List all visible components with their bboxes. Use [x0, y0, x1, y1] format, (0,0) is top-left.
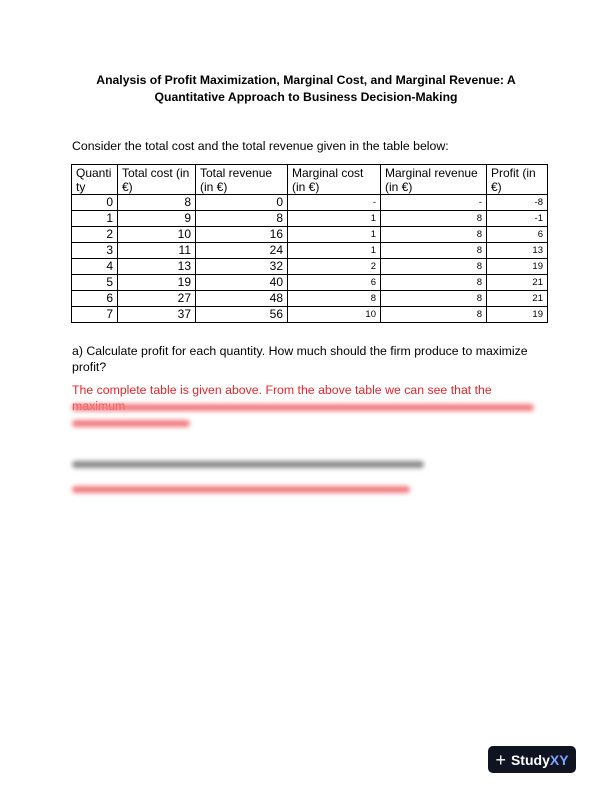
cell-total-revenue: 0 — [196, 195, 288, 211]
cell-marginal-revenue: 8 — [381, 291, 487, 307]
cell-total-cost: 27 — [118, 291, 196, 307]
answer-a-visible: The complete table is given above. From the above table we can see that the — [72, 383, 492, 397]
header-marginal-revenue: Marginal revenue (in €) — [381, 165, 487, 195]
cell-marginal-cost: 8 — [288, 291, 381, 307]
table-row — [72, 195, 548, 211]
cell-quantity: 5 — [72, 275, 118, 291]
header-total-revenue: Total revenue (in €) — [196, 165, 288, 195]
cell-marginal-cost: 10 — [288, 307, 381, 323]
header-marginal-cost: Marginal cost (in €) — [288, 165, 381, 195]
cell-total-revenue: 24 — [196, 243, 288, 259]
cell-quantity: 1 — [72, 211, 118, 227]
cell-quantity: 3 — [72, 243, 118, 259]
title-line-1: Analysis of Profit Maximization, Marginal Cost, and Marginal Revenue: A — [96, 73, 516, 87]
intro-text: Consider the total cost and the total revenue given in the table below: — [72, 139, 449, 153]
cell-quantity: 0 — [72, 195, 118, 211]
table-row — [72, 275, 548, 291]
cell-profit: -1 — [487, 211, 548, 227]
cell-marginal-revenue: 8 — [381, 211, 487, 227]
cell-total-cost: 11 — [118, 243, 196, 259]
cell-total-revenue: 8 — [196, 211, 288, 227]
cell-profit: 19 — [487, 307, 548, 323]
brand-main: Study — [510, 751, 550, 768]
cell-marginal-cost: 6 — [288, 275, 381, 291]
cell-total-revenue: 56 — [196, 307, 288, 323]
cell-quantity: 7 — [72, 307, 118, 323]
cell-quantity: 4 — [72, 259, 118, 275]
cell-total-cost: 9 — [118, 211, 196, 227]
cell-total-cost: 8 — [118, 195, 196, 211]
cell-total-cost: 10 — [118, 227, 196, 243]
table-row — [72, 259, 548, 275]
question-a: a) Calculate profit for each quantity. How much should the firm produce to maximize profit? — [72, 344, 528, 374]
cell-profit: 6 — [487, 227, 548, 243]
table-row — [72, 227, 548, 243]
cell-marginal-revenue: - — [381, 195, 487, 211]
cell-marginal-revenue: 8 — [381, 227, 487, 243]
header-profit: Profit (in €) — [487, 165, 548, 195]
cell-profit: 21 — [487, 291, 548, 307]
cell-marginal-cost: 1 — [288, 211, 381, 227]
studyxy-badge[interactable] — [488, 746, 576, 773]
table-row — [72, 243, 548, 259]
cell-profit: 13 — [487, 243, 548, 259]
table-row — [72, 307, 548, 323]
table-row — [72, 211, 548, 227]
page-title — [70, 72, 542, 106]
header-total-cost: Total cost (in €) — [118, 165, 196, 195]
cell-marginal-revenue: 8 — [381, 307, 487, 323]
cell-marginal-cost: 2 — [288, 259, 381, 275]
table-header-row — [72, 165, 548, 195]
blurred-answer-line — [72, 420, 190, 427]
cell-total-revenue: 32 — [196, 259, 288, 275]
cell-profit: 21 — [487, 275, 548, 291]
cell-total-revenue: 48 — [196, 291, 288, 307]
cell-profit: -8 — [487, 195, 548, 211]
cost-revenue-table — [71, 164, 548, 323]
title-line-2: Quantitative Approach to Business Decision-Making — [154, 90, 458, 104]
blurred-answer-line — [72, 486, 410, 493]
cell-marginal-cost: 1 — [288, 227, 381, 243]
cell-marginal-revenue: 8 — [381, 275, 487, 291]
cell-total-revenue: 16 — [196, 227, 288, 243]
cell-total-revenue: 40 — [196, 275, 288, 291]
brand-accent: XY — [549, 751, 569, 768]
cell-marginal-cost: - — [288, 195, 381, 211]
cell-marginal-revenue: 8 — [381, 259, 487, 275]
cell-quantity: 2 — [72, 227, 118, 243]
cell-total-cost: 37 — [118, 307, 196, 323]
cell-profit: 19 — [487, 259, 548, 275]
blurred-answer-line — [72, 404, 534, 411]
cell-marginal-revenue: 8 — [381, 243, 487, 259]
plus-icon: + — [495, 749, 506, 770]
cell-total-cost: 13 — [118, 259, 196, 275]
header-quantity: Quanti ty — [72, 165, 118, 195]
cell-quantity: 6 — [72, 291, 118, 307]
cell-marginal-cost: 1 — [288, 243, 381, 259]
cell-total-cost: 19 — [118, 275, 196, 291]
blurred-question-line — [72, 461, 424, 468]
table-row — [72, 291, 548, 307]
